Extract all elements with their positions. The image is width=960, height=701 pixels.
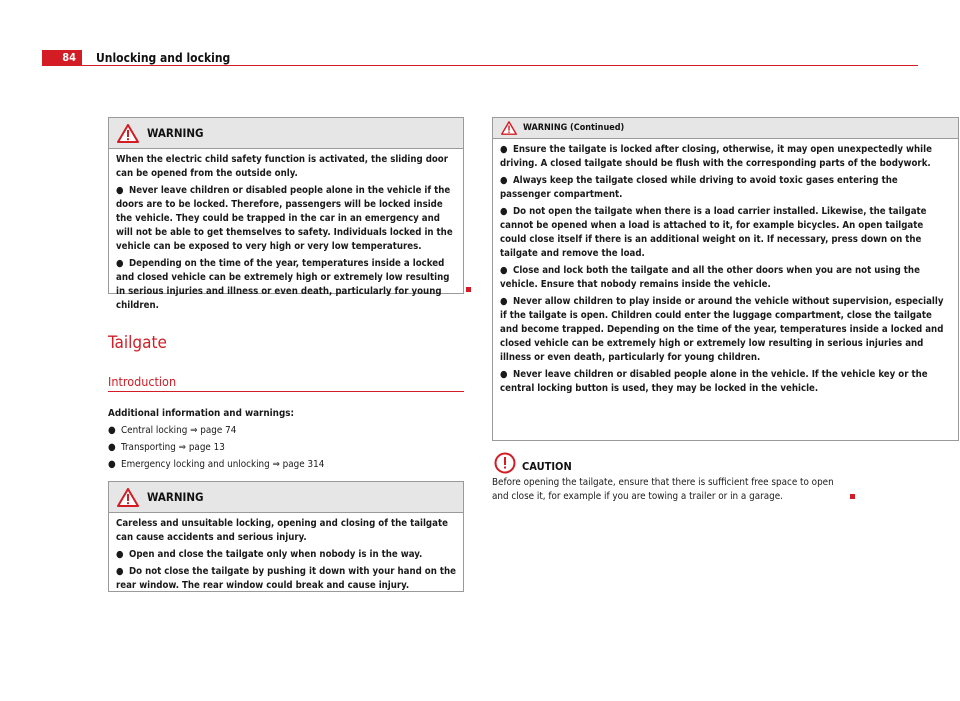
- caution-text: Before opening the tailgate, ensure that there is sufficient free space to open and close it, for example if you are towing a trailer or in a garage.: [492, 477, 834, 502]
- bullet-icon: ●: [500, 369, 508, 380]
- list-item: ● Do not close the tailgate by pushing it down with your hand on the rear window. The rear window could break and cause injury.: [116, 566, 456, 591]
- warning-title: WARNING: [147, 490, 204, 504]
- warning-body: [109, 149, 463, 321]
- subheading-rule: [108, 391, 464, 392]
- caution-icon: [494, 452, 516, 474]
- intro-block: [108, 405, 464, 473]
- section-title: Unlocking and locking: [96, 51, 231, 65]
- warning-box-continued: [492, 117, 959, 441]
- warning-box-child-safety: [108, 117, 464, 311]
- warning-intro: Careless and unsuitable locking, opening and closing of the tailgate can cause accidents and serious injury.: [116, 518, 448, 543]
- list-item: ● Never leave children or disabled people alone in the vehicle if the doors are to be locked. Therefore, passengers will be locked inside the vehicle. They could be trapped in the car in an emergency and will not be able to get themselves to safety. Individuals locked in the vehicle can be exposed to very high or very low temperatures.: [116, 185, 453, 252]
- bullet-icon: ●: [500, 144, 508, 155]
- heading-tailgate: Tailgate: [108, 333, 167, 353]
- link-transporting[interactable]: Transporting ⇒ page 13: [121, 442, 225, 453]
- warning-intro: When the electric child safety function is activated, the sliding door can be opened from the outside only.: [116, 154, 449, 179]
- page-header: [42, 50, 918, 66]
- list-item: ● Depending on the time of the year, temperatures inside a locked and closed vehicle can be extremely high or extremely low resulting in serious injuries and illness or even death, particularly for young children.: [116, 258, 450, 311]
- list-item[interactable]: [108, 456, 464, 473]
- bullet-icon: ●: [108, 459, 116, 470]
- list-item: ● Never leave children or disabled people alone in the vehicle. If the vehicle key or the central locking button is used, they may be locked in the vehicle.: [500, 369, 928, 394]
- bullet-icon: ●: [108, 442, 116, 453]
- bullet-icon: ●: [500, 175, 508, 186]
- list-item[interactable]: [108, 439, 464, 456]
- warning-body: [109, 513, 463, 601]
- bullet-icon: ●: [500, 296, 508, 307]
- bullet-icon: ●: [116, 185, 124, 196]
- intro-lead: Additional information and warnings:: [108, 408, 295, 419]
- page-number: 84: [42, 50, 82, 66]
- list-item: ● Open and close the tailgate only when nobody is in the way.: [116, 549, 423, 560]
- warning-header: [109, 482, 463, 513]
- warning-box-tailgate: [108, 481, 464, 592]
- list-item: ● Ensure the tailgate is locked after closing, otherwise, it may open unexpectedly while driving. A closed tailgate should be flush with the corresponding parts of the bodywork.: [500, 144, 932, 169]
- subheading-introduction: Introduction: [108, 374, 177, 389]
- warning-triangle-icon: [117, 488, 139, 507]
- list-item: ● Always keep the tailgate closed while driving to avoid toxic gases entering the passenger compartment.: [500, 175, 898, 200]
- warning-title: WARNING (Continued): [523, 123, 625, 133]
- list-item: ● Close and lock both the tailgate and all the other doors when you are not using the vehicle. Ensure that nobody remains inside the vehicle.: [500, 265, 920, 290]
- warning-body: [493, 139, 958, 404]
- link-emergency-locking[interactable]: Emergency locking and unlocking ⇒ page 314: [121, 459, 325, 470]
- bullet-icon: ●: [116, 549, 124, 560]
- caution-title: CAUTION: [522, 460, 572, 473]
- warning-title: WARNING: [147, 126, 204, 140]
- list-item: ● Do not open the tailgate when there is a load carrier installed. Likewise, the tailgate cannot be opened when a load is attached to it, for example bicycles. An open tailgate could close itself if there is an additional weight on it. If necessary, press down on the tailgate and remove the load.: [500, 206, 927, 259]
- bullet-icon: ●: [500, 265, 508, 276]
- section-end-mark: [850, 494, 855, 499]
- list-item: ● Never allow children to play inside or around the vehicle without supervision, especially if the tailgate is open. Children could enter the luggage compartment, close the tailgate and become trapped. Depending on the time of the year, temperatures inside a locked and closed vehicle can be extremely high or extremely low resulting in serious injuries and illness or even death, particularly for young children.: [500, 296, 944, 363]
- header-rule: [42, 65, 918, 66]
- section-end-mark: [466, 287, 471, 292]
- warning-header: [493, 118, 958, 139]
- warning-header: [109, 118, 463, 149]
- warning-triangle-icon: [501, 121, 517, 135]
- bullet-icon: ●: [116, 566, 124, 577]
- warning-triangle-icon: [117, 124, 139, 143]
- bullet-icon: ●: [500, 206, 508, 217]
- list-item[interactable]: [108, 422, 464, 439]
- bullet-icon: ●: [108, 425, 116, 436]
- link-central-locking[interactable]: Central locking ⇒ page 74: [121, 425, 237, 436]
- bullet-icon: ●: [116, 258, 124, 269]
